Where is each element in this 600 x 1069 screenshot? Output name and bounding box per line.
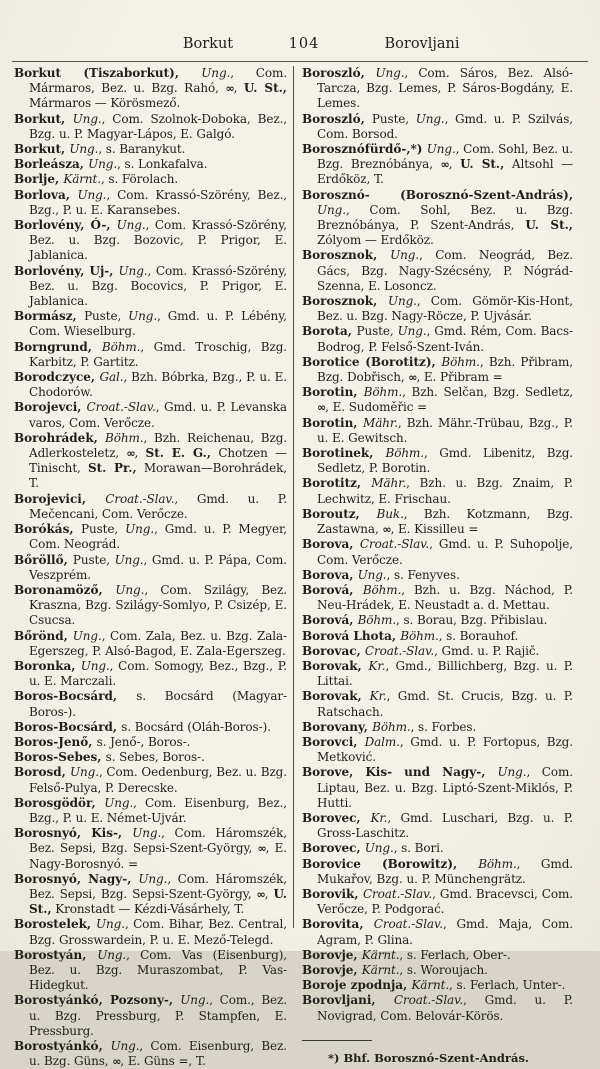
region-abbreviation: Böhm.: [101, 339, 141, 354]
column-left: [14, 66, 293, 1069]
region-abbreviation: Böhm.: [362, 582, 402, 597]
gazetteer-entry: [302, 248, 573, 294]
region-abbreviation: Ung.: [125, 522, 155, 537]
entry-bold-text: Borovik,: [302, 886, 363, 901]
region-abbreviation: Ung.: [132, 826, 162, 841]
entry-text: , Gmd. Bracevsci, Com. Verőcze, P. Podgorać.: [317, 886, 573, 917]
entry-bold-text: Borkut,: [14, 142, 70, 157]
entry-bold-text: Borovac,: [302, 643, 365, 658]
gazetteer-entry: [302, 142, 573, 188]
entry-text: , E. Nagy-Borosnyó. =: [29, 841, 287, 871]
entry-bold-text: Borovec,: [302, 810, 371, 825]
region-abbreviation: Mähr.: [371, 476, 407, 491]
region-abbreviation: Croat.-Slav.: [362, 886, 433, 901]
entry-bold-text: Borová Lhota,: [302, 628, 401, 643]
region-abbreviation: Ung.: [364, 841, 394, 856]
entry-text: , Com. Bihar, Bez. Central, Bzg. Grosswardein, P. u. E. Mező-Telegd.: [29, 917, 287, 947]
region-abbreviation: Ung.: [375, 66, 405, 80]
entry-bold-text: Borosnyó, Kis-,: [14, 826, 133, 841]
entry-text: , s. Borau, Bzg. Přibislau.: [396, 613, 548, 628]
gazetteer-entry: [302, 355, 573, 385]
entry-text: , Com. Krassó-Szörény, Bez., Bzg., P. u. E. Karansebes.: [29, 187, 287, 217]
post-horn-icon: ∞: [382, 523, 391, 537]
entry-text: s. Bocsárd (Magyar-Boros-).: [29, 689, 287, 719]
gazetteer-entry: [14, 492, 287, 522]
gazetteer-entry: [14, 735, 287, 750]
post-horn-icon: ∞: [440, 158, 449, 172]
gazetteer-entry: [302, 385, 573, 415]
entry-text: , Gmd. u. P. Novigrad, Com. Belovár-Körös.: [317, 993, 573, 1023]
entry-bold-text: Borová,: [302, 582, 363, 597]
entry-text: , E. Kissilleu =: [390, 522, 479, 537]
entry-bold-text: Borotin,: [302, 415, 364, 430]
gazetteer-entry: [302, 644, 573, 659]
entry-text: , Com., Bez. u. Bzg. Pressburg, P. Stampfen, E. Pressburg.: [29, 993, 287, 1038]
gazetteer-entry: [302, 629, 573, 644]
entry-text: , Gmd. u. P. Szilvás, Com. Borsod.: [317, 111, 573, 141]
entry-bold-text: Borlovény, Uj-,: [14, 263, 119, 278]
entry-bold-text: Borosd,: [14, 765, 71, 780]
entry-text: , Com. Sohl, Bez. u. Bzg. Breznóbánya,: [317, 142, 573, 172]
gazetteer-entry: [302, 583, 573, 613]
region-abbreviation: Ung.: [114, 552, 144, 567]
entry-text: s. Jenő-, Boros-.: [96, 734, 191, 749]
gazetteer-entry: [302, 294, 573, 324]
entry-bold-text: Boros-Bocsárd,: [14, 689, 137, 704]
text-columns: [14, 66, 586, 1069]
region-abbreviation: Ung.: [104, 795, 134, 810]
region-abbreviation: Ung.: [115, 582, 145, 597]
entry-text: , Com. Zala, Bez. u. Bzg. Zala-Egerszeg, P. Alsó-Bagod, E. Zala-Egerszeg.: [29, 628, 287, 658]
entry-text: , Gmd. u. P. Mečencani, Com. Verőcze.: [29, 491, 287, 521]
entry-bold-text: Borleásza,: [14, 157, 89, 172]
post-horn-icon: ∞: [256, 887, 265, 901]
entry-text: , Bzh. Kotzmann, Bzg. Zastawna,: [317, 506, 573, 537]
entry-text: ,: [448, 157, 461, 172]
region-abbreviation: Croat.-Slav.: [86, 400, 156, 415]
region-abbreviation: Ung.: [497, 765, 527, 780]
gazetteer-entry: [302, 811, 573, 841]
entry-text: Puste,: [84, 309, 129, 324]
entry-text: , Com. Krassó-Szörény, Bez. u. Bzg. Bocovics, P. Prigor, E. Jablanica.: [29, 263, 287, 309]
entry-bold-text: Boroutz,: [302, 506, 377, 521]
entry-bold-text: U. St.,: [525, 218, 573, 233]
entry-bold-text: St. Pr.,: [87, 461, 137, 476]
gazetteer-entry: [14, 264, 287, 310]
entry-text: ,: [233, 81, 244, 96]
post-horn-icon: ∞: [257, 842, 266, 856]
entry-text: Zólyom — Erdőköz.: [317, 233, 434, 248]
entry-bold-text: Borova,: [302, 537, 360, 552]
region-abbreviation: Böhm.: [357, 613, 397, 628]
region-abbreviation: Kr.: [370, 810, 388, 825]
region-abbreviation: Ung.: [180, 993, 210, 1008]
region-abbreviation: Kärnt.: [361, 962, 400, 977]
gazetteer-entry: [14, 659, 287, 689]
entry-text: , Gmd., Billichberg, Bzg. u. P. Littai.: [317, 658, 574, 689]
entry-text: , Com. Gömör-Kis-Hont, Bez. u. Bzg. Nagy-Röcze, P. Ujvásár.: [317, 294, 573, 324]
entry-text: , Gmd. Rém, Com. Bacs-Bodrog, P. Felső-Szent-Iván.: [317, 324, 573, 354]
entry-text: , Gmd. u. P. Fortopus, Bzg. Metković.: [317, 734, 573, 765]
gazetteer-entry: [302, 765, 573, 811]
gazetteer-entry: [302, 324, 573, 354]
gazetteer-entry: [14, 309, 287, 339]
entry-bold-text: Borovak,: [302, 689, 370, 704]
region-abbreviation: Kärnt.: [411, 978, 450, 993]
entry-text: Puste,: [80, 522, 126, 537]
entry-bold-text: Borohrádek,: [14, 430, 106, 445]
entry-bold-text: Borkut (Tiszaborkut),: [14, 66, 202, 80]
entry-bold-text: Borovany,: [302, 719, 373, 734]
entry-bold-text: Borotinek,: [302, 446, 386, 461]
entry-text: Chotzen — Tinischt,: [29, 446, 287, 476]
region-abbreviation: Böhm.: [385, 446, 424, 461]
region-abbreviation: Dalm.: [364, 734, 400, 749]
entry-bold-text: Borojevci,: [14, 400, 87, 415]
entry-text: Puste,: [356, 324, 398, 339]
entry-bold-text: Boroje zpodnja,: [302, 978, 412, 993]
entry-bold-text: Borove, Kis- und Nagy-,: [302, 765, 498, 780]
entry-text: , Com. Eisenburg, Bez., Bzg., P. u. E. Német-Ujvár.: [29, 795, 287, 825]
entry-text: , E. Sudoměřic =: [325, 400, 428, 415]
entry-text: , Bzh. Selčan, Bzg. Sedletz,: [402, 385, 574, 400]
post-horn-icon: ∞: [317, 401, 326, 415]
post-horn-icon: ∞: [112, 1055, 121, 1069]
gazetteer-entry: [14, 826, 287, 872]
entry-text: , Gmd. u. P. Levanska varos, Com. Verőcze.: [29, 400, 287, 430]
entry-bold-text: Borostyánkó, Pozsony-,: [14, 993, 181, 1008]
entry-text: , Gmd. u. P. Pápa, Com. Veszprém.: [29, 552, 287, 582]
gazetteer-entry: [302, 978, 573, 993]
region-abbreviation: Croat.-Slav.: [373, 917, 443, 932]
entry-bold-text: Borotice (Borotitz),: [302, 354, 442, 369]
entry-bold-text: Boros-Sebes,: [14, 750, 106, 765]
entry-text: , s. Borauhof.: [438, 628, 519, 643]
region-abbreviation: Böhm.: [478, 856, 517, 871]
post-horn-icon: ∞: [225, 82, 234, 96]
entry-text: Kronstadt — Kézdi-Vásárhely, T.: [51, 902, 245, 917]
entry-text: , Com. Háromszék, Bez. Sepsi, Bzg. Sepsi-Szent-György,: [29, 826, 287, 856]
gazetteer-entry: [302, 613, 573, 628]
gazetteer-entry: [14, 340, 287, 370]
entry-bold-text: U. St.,: [243, 81, 287, 96]
gazetteer-entry: [302, 948, 573, 963]
entry-text: , Gmd. u. P. Lébény, Com. Wieselburg.: [29, 309, 287, 339]
entry-bold-text: Borojevici,: [14, 491, 106, 506]
entry-bold-text: Borosnyó, Nagy-,: [14, 871, 139, 886]
entry-text: Mármaros — Körösmező.: [29, 96, 181, 111]
region-abbreviation: Kr.: [369, 689, 387, 704]
entry-text: , Bzh. u. Bzg. Náchod, P. Neu-Hrádek, E. Neustadt a. d. Mettau.: [317, 582, 573, 613]
entry-bold-text: Borosgödör,: [14, 795, 105, 810]
region-abbreviation: Ung.: [72, 628, 102, 643]
entry-text: Puste,: [371, 111, 416, 126]
entry-bold-text: Borovje,: [302, 947, 362, 962]
region-abbreviation: Böhm.: [400, 628, 439, 643]
entry-bold-text: Borostyán,: [14, 947, 98, 962]
entry-bold-text: Borovice (Borowitz),: [302, 856, 479, 871]
region-abbreviation: Ung.: [88, 157, 118, 172]
entry-bold-text: Boros-Bocsárd,: [14, 719, 122, 734]
gazetteer-entry: [302, 416, 573, 446]
gazetteer-entry: [302, 66, 573, 112]
gazetteer-entry: [14, 218, 287, 264]
entry-bold-text: Borlovény, Ó-,: [14, 218, 117, 233]
entry-bold-text: Borostyánkó,: [14, 1039, 111, 1053]
entry-bold-text: Borlje,: [14, 172, 64, 187]
entry-bold-text: Boroszló,: [302, 111, 372, 126]
entry-bold-text: Borovita,: [302, 917, 374, 932]
entry-text: , Com. Oedenburg, Bez. u. Bzg. Felső-Pulya, P. Derecske.: [29, 765, 287, 795]
region-abbreviation: Ung.: [118, 263, 148, 278]
entry-text: , Com. Liptau, Bez. u. Bzg. Liptó-Szent-Miklós, P. Hutti.: [317, 765, 573, 810]
entry-bold-text: Borota,: [302, 324, 357, 339]
gazetteer-entry: [14, 872, 287, 918]
region-abbreviation: Böhm.: [441, 354, 480, 369]
region-abbreviation: Ung.: [116, 218, 146, 233]
region-abbreviation: Böhm.: [363, 385, 403, 400]
entry-text: , Com. Mármaros, Bez. u. Bzg. Rahó,: [29, 66, 287, 96]
entry-bold-text: St. E. G.,: [145, 446, 212, 461]
entry-bold-text: Borngrund,: [14, 339, 102, 354]
entry-bold-text: Borosznófürdő-,*): [302, 142, 427, 157]
entry-text: Puste,: [72, 552, 115, 567]
gazetteer-entry: [302, 887, 573, 917]
gazetteer-entry: [302, 659, 573, 689]
entry-text: , Com. Szilágy, Bez. Kraszna, Bzg. Szilágy-Somlyo, P. Csizép, E. Csucsa.: [29, 582, 287, 628]
entry-text: , Com. Sáros, Bez. Alsó-Tarcza, Bzg. Lemes, P. Sáros-Bogdány, E. Lemes.: [317, 66, 573, 111]
region-abbreviation: Kärnt.: [361, 947, 400, 962]
region-abbreviation: Ung.: [426, 142, 456, 157]
footnote-text: *) Bhf. Borosznó-Szent-András.: [328, 1050, 529, 1065]
entry-text: , s. Ferlach, Ober-.: [399, 947, 511, 962]
entry-text: , s. Ferlach, Unter-.: [449, 978, 566, 993]
region-abbreviation: Böhm.: [372, 719, 411, 734]
entry-text: , s. Lonkafalva.: [117, 157, 208, 172]
entry-bold-text: Boroszló,: [302, 66, 376, 80]
header-rule: [12, 61, 588, 62]
entry-text: , Gmd. Mukařov, Bzg. u. P. Münchengrätz.: [317, 856, 573, 886]
entry-text: s. Sebes, Boros-.: [105, 750, 205, 765]
entry-bold-text: Borová,: [302, 613, 358, 628]
entry-text: ,: [134, 446, 146, 461]
gazetteer-entry: [302, 841, 573, 856]
region-abbreviation: Kärnt.: [63, 172, 101, 187]
entry-bold-text: U. St.,: [460, 157, 505, 172]
region-abbreviation: Ung.: [317, 202, 346, 217]
column-right: [294, 66, 574, 1065]
gazetteer-entry: [14, 157, 287, 172]
entry-bold-text: Borosznó- (Borosznó-Szent-András),: [302, 187, 573, 202]
entry-text: , Com. Háromszék, Bez. Sepsi, Bzg. Sepsi-Szent-György,: [29, 871, 287, 901]
region-abbreviation: Gal.: [99, 370, 124, 385]
gazetteer-entry: [14, 112, 287, 142]
page-header: [0, 36, 600, 58]
entry-text: , Gmd. Maja, Com. Agram, P. Glina.: [317, 917, 573, 947]
entry-bold-text: Bőröllő,: [14, 552, 73, 567]
gazetteer-entry: [302, 993, 573, 1023]
entry-text: , E. Güns =, T.: [120, 1054, 206, 1069]
entry-bold-text: Borkut,: [14, 111, 73, 126]
entry-text: , Com. Szolnok-Doboka, Bez., Bzg. u. P. Magyar-Lápos, E. Galgó.: [29, 111, 287, 141]
entry-bold-text: Bőrönd,: [14, 628, 73, 643]
entry-text: , Com. Somogy, Bez., Bzg., P. u. E. Marczali.: [29, 658, 287, 689]
region-abbreviation: Ung.: [77, 187, 107, 202]
footnote-rule: [302, 1040, 372, 1041]
gazetteer-entry: [14, 400, 287, 430]
entry-text: , E. Přibram =: [416, 370, 503, 385]
gazetteer-entry: [302, 689, 573, 719]
entry-bold-text: Boronka,: [14, 658, 81, 673]
region-abbreviation: Croat.-Slav.: [393, 993, 464, 1008]
region-abbreviation: Böhm.: [105, 430, 144, 445]
entry-text: , s. Bori.: [393, 841, 444, 856]
entry-text: , Gmd. Libenitz, Bzg. Sedletz, P. Borotin.: [317, 446, 573, 476]
gazetteer-entry: [14, 188, 287, 218]
gazetteer-entry: [14, 629, 287, 659]
region-abbreviation: Ung.: [96, 917, 125, 932]
post-horn-icon: ∞: [408, 371, 417, 385]
entry-bold-text: U. St.,: [29, 886, 287, 917]
gazetteer-entry: [302, 476, 573, 506]
gazetteer-entry: [14, 1039, 287, 1069]
entry-text: , Gmd. u. P. Megyer, Com. Neográd.: [29, 522, 287, 552]
entry-text: , s. Forbes.: [410, 719, 477, 734]
gazetteer-entry: [14, 172, 287, 187]
entry-bold-text: Borovci,: [302, 734, 365, 749]
region-abbreviation: Kr.: [368, 658, 386, 673]
gazetteer-entry: [14, 553, 287, 583]
entry-text: , s. Woroujach.: [399, 962, 488, 977]
footnote-block: [302, 1040, 573, 1065]
gazetteer-entry: [14, 370, 287, 400]
entry-text: , Bzh. u. Bzg. Znaim, P. Lechwitz, E. Frischau.: [317, 476, 573, 506]
entry-text: , Com. Sohl, Bez. u. Bzg. Breznóbánya, P. Szent-András,: [317, 202, 573, 233]
entry-text: , Com. Vas (Eisenburg), Bez. u. Bzg. Muraszombat, P. Vas-Hidegkut.: [29, 947, 287, 993]
entry-text: , Com. Eisenburg, Bez. u. Bzg. Güns,: [29, 1039, 287, 1069]
gazetteer-entry: [14, 689, 287, 719]
entry-text: , Com. Neográd, Bez. Gács, Bzg. Nagy-Szécsény, P. Nógrád-Szenna, E. Losoncz.: [317, 248, 573, 293]
entry-text: , Bzh. Přibram, Bzg. Dobřisch,: [317, 354, 573, 385]
gazetteer-entry: [302, 446, 573, 476]
region-abbreviation: Ung.: [201, 66, 231, 80]
region-abbreviation: Ung.: [357, 567, 387, 582]
region-abbreviation: Ung.: [387, 294, 417, 309]
entry-bold-text: Borlova,: [14, 187, 78, 202]
region-abbreviation: Ung.: [397, 324, 427, 339]
gazetteer-entry: [302, 963, 573, 978]
region-abbreviation: Croat.-Slav.: [359, 537, 430, 552]
gazetteer-entry: [14, 142, 287, 157]
entry-bold-text: Borotitz,: [302, 476, 372, 491]
region-abbreviation: Mähr.: [363, 415, 398, 430]
entry-bold-text: Borodczyce,: [14, 370, 100, 385]
region-abbreviation: Ung.: [70, 765, 99, 780]
region-abbreviation: Ung.: [390, 248, 420, 263]
entry-bold-text: Boros-Jenő,: [14, 734, 97, 749]
region-abbreviation: Ung.: [72, 111, 102, 126]
entry-bold-text: Borotin,: [302, 385, 364, 400]
gazetteer-entry: [14, 993, 287, 1039]
gazetteer-entry: [302, 720, 573, 735]
entry-bold-text: Borosznok,: [302, 248, 391, 263]
gazetteer-entry: [302, 537, 573, 567]
entry-text: Morawan—Borohrádek, T.: [29, 461, 287, 491]
entry-text: , Bzh. Mähr.-Trübau, Bzg., P. u. E. Gewitsch.: [317, 415, 573, 445]
gazetteer-entry: [14, 917, 287, 947]
region-abbreviation: Ung.: [138, 871, 168, 886]
gazetteer-entry: [302, 188, 573, 249]
entry-text: , Gmd. u. P. Suhopolje, Com. Verőcze.: [317, 537, 573, 567]
gazetteer-entry: [14, 765, 287, 795]
entry-bold-text: Borovje,: [302, 962, 362, 977]
gazetteer-entry: [14, 796, 287, 826]
region-abbreviation: Croat.-Slav.: [105, 491, 175, 506]
entry-text: , Com. Krassó-Szörény, Bez. u. Bzg. Bozovic, P. Prigor, E. Jablanica.: [29, 218, 287, 263]
gazetteer-entry: [14, 431, 287, 492]
region-abbreviation: Ung.: [128, 309, 158, 324]
entry-bold-text: Borostelek,: [14, 917, 96, 932]
entry-text: , Gmd. u. P. Rajič.: [434, 643, 540, 658]
entry-text: , Gmd. St. Crucis, Bzg. u. P. Ratschach.: [317, 689, 574, 719]
entry-text: ,: [264, 886, 274, 901]
entry-text: , s. Baranykut.: [98, 142, 186, 157]
region-abbreviation: Ung.: [110, 1039, 140, 1053]
gazetteer-entry: [302, 917, 573, 947]
entry-bold-text: Borosznok,: [302, 294, 388, 309]
gazetteer-entry: [14, 948, 287, 994]
region-abbreviation: Buk.: [376, 506, 404, 521]
entry-bold-text: Boronamöző,: [14, 582, 116, 597]
entry-text: , Bzh. Bóbrka, Bzg., P. u. E. Chodorów.: [29, 370, 287, 400]
gazetteer-entry: [302, 507, 573, 537]
entry-text: Altsohl — Erdőköz, T.: [317, 157, 573, 187]
post-horn-icon: ∞: [126, 447, 135, 461]
entry-text: , s. Förolach.: [100, 172, 179, 187]
entry-text: , Bzh. Reichenau, Bzg. Adlerkosteletz,: [29, 430, 287, 461]
page-number: 104: [288, 36, 320, 52]
gazetteer-entry: [14, 720, 287, 735]
entry-bold-text: Borovljani,: [302, 993, 394, 1008]
region-abbreviation: Ung.: [415, 111, 445, 126]
entry-text: s. Bocsárd (Oláh-Boros-).: [121, 719, 271, 734]
gazetteer-entry: [302, 735, 573, 765]
gazetteer-entry: [302, 857, 573, 887]
region-abbreviation: Croat.-Slav.: [364, 643, 435, 658]
entry-bold-text: Borovec,: [302, 841, 365, 856]
entry-text: , s. Fenyves.: [386, 567, 460, 582]
region-abbreviation: Ung.: [69, 142, 99, 157]
gazetteer-entry: [14, 583, 287, 629]
entry-text: , Gmd. Troschig, Bzg. Karbitz, P. Gartitz.: [29, 339, 287, 369]
entry-bold-text: Borókás,: [14, 522, 81, 537]
entry-bold-text: Bormász,: [14, 309, 85, 324]
gazetteer-entry: [14, 66, 287, 112]
region-abbreviation: Ung.: [80, 658, 110, 673]
gazetteer-entry: [302, 112, 573, 142]
gazetteer-entry: [14, 750, 287, 765]
gazetteer-entry: [14, 522, 287, 552]
entry-text: , Gmd. Luschari, Bzg. u. P. Gross-Laschitz.: [317, 810, 573, 841]
entry-bold-text: Borova,: [302, 567, 358, 582]
region-abbreviation: Ung.: [97, 947, 127, 962]
header-guideword-right: Borovljani: [384, 36, 460, 52]
header-guideword-left: Borkut: [182, 36, 234, 52]
entry-bold-text: Borovak,: [302, 658, 369, 673]
gazetteer-entry: [302, 568, 573, 583]
